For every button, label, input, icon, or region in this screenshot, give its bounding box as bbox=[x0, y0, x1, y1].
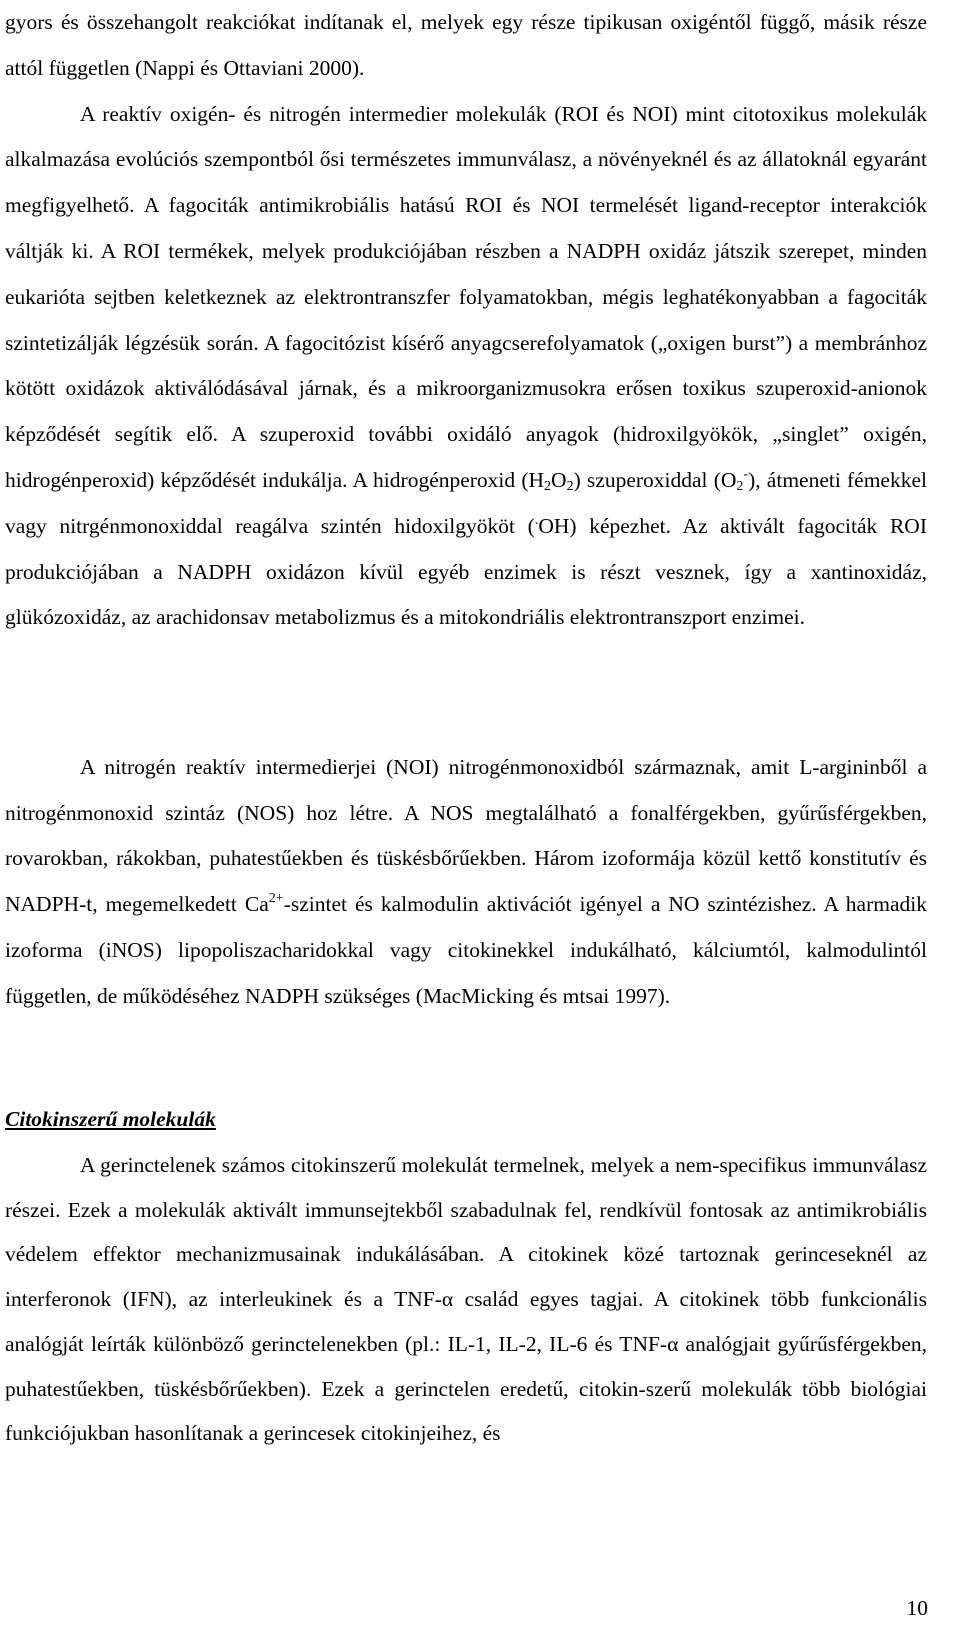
paragraph-text: A nitrogén reaktív intermedierjei (NOI) nitrogénmonoxidból származnak, amit L-argininből a nitrogénmonoxid szintáz (NOS) hoz létre. A NOS megtalálható a fonalférgekben, gyűrűsférgekben, rovarokban, rákokban, puhatestűekben és tüskésbőrűekben. Három izoformája közül kettő konstitutív és NADPH-t, megemelkedett Ca bbox=[5, 755, 927, 917]
subscript: 2 bbox=[566, 478, 574, 494]
inline-text: ) szuperoxiddal (O bbox=[573, 467, 737, 492]
inline-text: OH) képezhet. Az aktivált fagociták ROI produkciójában a NADPH oxidázon kívül egyéb enzimek is részt vesznek, így a xantinoxidáz, glükózoxidáz, az arachidonsav metabolizmus és a mitokondriális elektrontranszport enzimei. bbox=[5, 513, 927, 630]
inline-text: -szintet és kalmodulin aktivációt igényel a NO szintézishez. A harmadik izoforma (iNOS) lipopoliszacharidokkal vagy citokinekkel indukálható, kálciumtól, kalmodulintól független, de működéséhez NADPH szükséges (MacMicking és mtsai 1997). bbox=[5, 892, 927, 1008]
superscript: 2+ bbox=[268, 891, 284, 907]
paragraph-continuation bbox=[5, 0, 927, 92]
superscript: - bbox=[743, 466, 749, 482]
section-heading: Citokinszerű molekulák bbox=[5, 1107, 216, 1131]
body-text-section-3 bbox=[5, 1143, 927, 1456]
paragraph-roi-noi bbox=[5, 92, 927, 642]
subscript: 2 bbox=[736, 478, 744, 494]
paragraph-cytokine bbox=[5, 1143, 927, 1456]
page-number: 10 bbox=[906, 1596, 928, 1620]
paragraph-text: A reaktív oxigén- és nitrogén intermedier molekulák (ROI és NOI) mint citotoxikus molekulák alkalmazása evolúciós szempontból ősi természetes immunválasz, a növényeknél és az állatoknál egyaránt megfigyelhető. A fagociták antimikrobiális hatású ROI és NOI termelését ligand-receptor interakciók váltják ki. A ROI termékek, melyek produkciójában részben a NADPH oxidáz játszik szerepet, minden eukarióta sejtben keletkeznek az elektrontranszfer folyamatokban, mégis leghatékonyabban a fagociták szintetizálják légzésük során. A fagocitózist kísérő anyagcserefolyamatok („oxigen burst”) a membránhoz kötött oxidázok aktiválódásával járnak, és a mikroorganizmusokra erősen toxikus szuperoxid-anionok képződését segítik elő. A szuperoxid további oxidáló anyagok (hidroxilgyökök, „singlet” oxigén, hidrogénperoxid) képződését indukálja. A hidrogénperoxid (H bbox=[5, 101, 927, 492]
paragraph-text: gyors és összehangolt reakciókat indítanak el, melyek egy része tipikusan oxigéntől függő, másik része attól független (Nappi és Ottaviani 2000). bbox=[5, 10, 927, 80]
paragraph-text: A gerinctelenek számos citokinszerű molekulát termelnek, melyek a nem-specifikus immunválasz részei. Ezek a molekulák aktivált immunsejtekből szabadulnak fel, rendkívül fontosak az antimikrobiális védelem effektor mechanizmusainak indukálásában. A citokinek közé tartoznak gerinceseknél az interferonok (IFN), az interleukinek és a TNF-α család egyes tagjai. A citokinek több funkcionális analógját leírták különböző gerinctelenekben (pl.: IL-1, IL-2, IL-6 és TNF-α analógjait gyűrűsférgekben, puhatestűekben, tüskésbőrűekben). Ezek a gerinctelen eredetű, citokin-szerű molekulák több biológiai funkciójukban hasonlítanak a gerincesek citokinjeihez, és bbox=[5, 1153, 927, 1446]
subscript: 2 bbox=[544, 478, 552, 494]
paragraph-noi bbox=[5, 745, 927, 1019]
body-text-section-2 bbox=[5, 745, 927, 1019]
inline-text: O bbox=[551, 467, 567, 492]
inline-text: ), átmeneti fémekkel vagy nitrgénmonoxiddal reagálva szintén hidoxilgyököt ( bbox=[5, 467, 927, 538]
body-text-section-1 bbox=[5, 0, 927, 641]
superscript: . bbox=[534, 512, 539, 528]
